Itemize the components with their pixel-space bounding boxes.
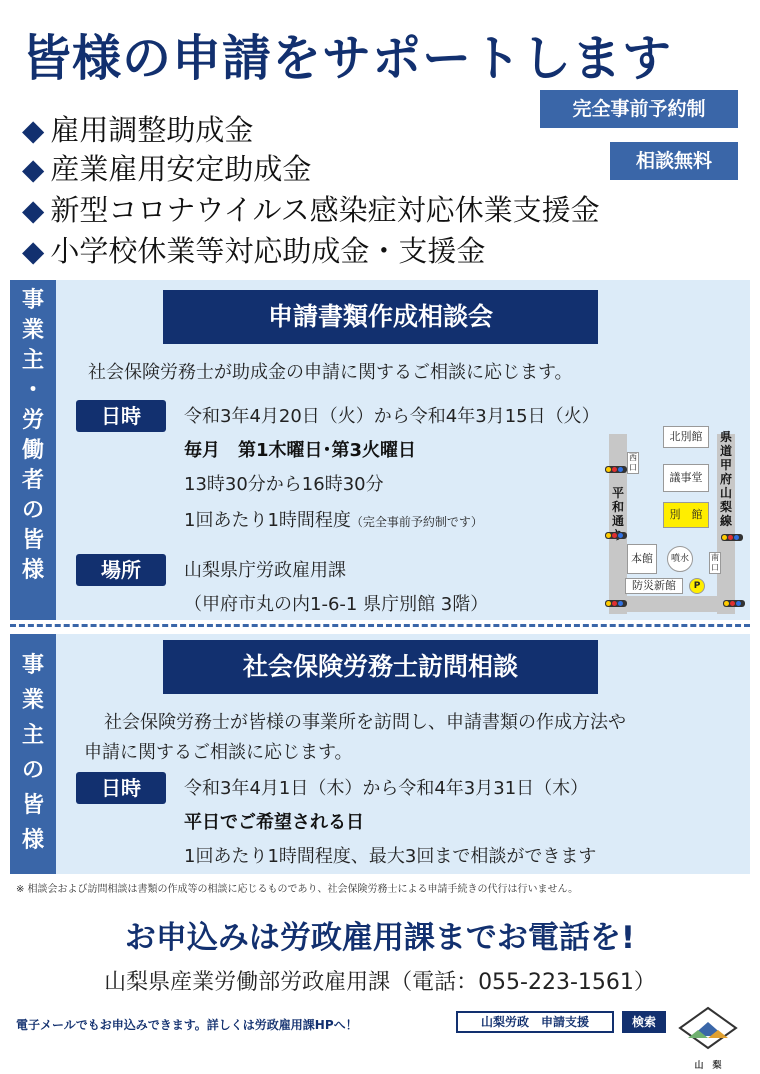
subsidy-item: ◆ 産業雇用安定助成金	[22, 152, 312, 186]
section1-intro: 社会保険労務士が助成金の申請に関するご相談に応じます。	[88, 362, 573, 383]
section2-duration: 1回あたり1時間程度、最大3回まで相談ができます	[184, 846, 597, 867]
map-bekkan: 別 館	[663, 502, 709, 528]
diamond-icon: ◆	[22, 234, 45, 268]
section1-date-label: 日時	[76, 400, 166, 432]
section2-date-label: 日時	[76, 772, 166, 804]
office-contact: 山梨県産業労働部労政雇用課（電話：055-223-1561）	[104, 970, 656, 995]
diamond-icon: ◆	[22, 152, 45, 186]
section1-time: 13時30分から16時30分	[184, 474, 384, 495]
call-to-action: お申込みは労政雇用課までお電話を!	[124, 920, 636, 956]
section1-address: （甲府市丸の内1-6-1 県庁別館 3階）	[184, 594, 489, 615]
map-gijido: 議事堂	[663, 464, 709, 492]
logo-caption: 山 梨	[694, 1061, 722, 1071]
traffic-light-icon	[605, 600, 627, 607]
section2-intro-line1: 社会保険労務士が皆様の事業所を訪問し、申請書類の作成方法や	[104, 712, 626, 733]
page-title: 皆様の申請をサポートします	[22, 30, 673, 87]
section1-place-label: 場所	[76, 554, 166, 586]
section1-place: 山梨県庁労政雇用課	[184, 560, 346, 581]
subsidy-item: ◆ 小学校休業等対応助成金・支援金	[22, 234, 486, 268]
prefecture-logo	[676, 1004, 740, 1070]
section1-audience: 事 業 主 ・ 労 働 者 の 皆 様	[10, 280, 56, 620]
parking-icon: P	[689, 578, 705, 594]
section2-date-range: 令和3年4月1日（木）から令和4年3月31日（木）	[184, 778, 589, 799]
section1-schedule: 毎月 第1木曜日･第3火曜日	[184, 440, 417, 461]
yamanashi-logo-icon	[676, 1004, 740, 1054]
map-honkan: 本館	[627, 544, 657, 574]
diamond-icon: ◆	[22, 113, 45, 147]
map-kendo-road: 県 道 甲 府 山 梨 線	[719, 430, 732, 528]
reservation-tag: 完全事前予約制	[540, 90, 738, 128]
traffic-light-icon	[605, 532, 627, 539]
traffic-light-icon	[721, 534, 743, 541]
free-consultation-tag: 相談無料	[610, 142, 738, 180]
section1-duration: 1回あたり1時間程度（完全事前予約制です）	[184, 510, 483, 531]
subsidy-item: ◆ 新型コロナウイルス感染症対応休業支援金	[22, 193, 600, 227]
map-bosai: 防災新館	[625, 578, 683, 594]
search-button[interactable]: 検索	[622, 1011, 666, 1033]
search-keyword-box[interactable]: 山梨労政 申請支援	[456, 1011, 614, 1033]
map-south-gate: 南 口	[711, 553, 719, 572]
map-west-gate: 西 口	[629, 453, 637, 472]
map-heiwa-street: 平 和 通	[611, 486, 624, 528]
map-fountain: 噴水	[667, 546, 693, 572]
map-kitabekkan: 北別館	[663, 426, 709, 448]
section-divider	[10, 624, 750, 627]
email-info: 電子メールでもお申込みできます。詳しくは労政雇用課HPへ！	[16, 1018, 358, 1032]
location-map	[605, 426, 745, 616]
disclaimer-note: ※ 相談会および訪問相談は書類の作成等の相談に応じるものであり、社会保険労務士による申請手続きの代行は行いません。	[16, 884, 579, 895]
section2-schedule: 平日でご希望される日	[184, 812, 364, 833]
section2-intro-line2: 申請に関するご相談に応じます。	[84, 742, 353, 763]
diamond-icon: ◆	[22, 193, 45, 227]
section1-date-range: 令和3年4月20日（火）から令和4年3月15日（火）	[184, 406, 600, 427]
traffic-light-icon	[605, 466, 627, 473]
section2-header: 社会保険労務士訪問相談	[163, 640, 598, 694]
section2-audience: 事 業 主 の 皆 様	[10, 634, 56, 874]
traffic-light-icon	[723, 600, 745, 607]
section1-header: 申請書類作成相談会	[163, 290, 598, 344]
subsidy-item: ◆ 雇用調整助成金	[22, 113, 254, 147]
